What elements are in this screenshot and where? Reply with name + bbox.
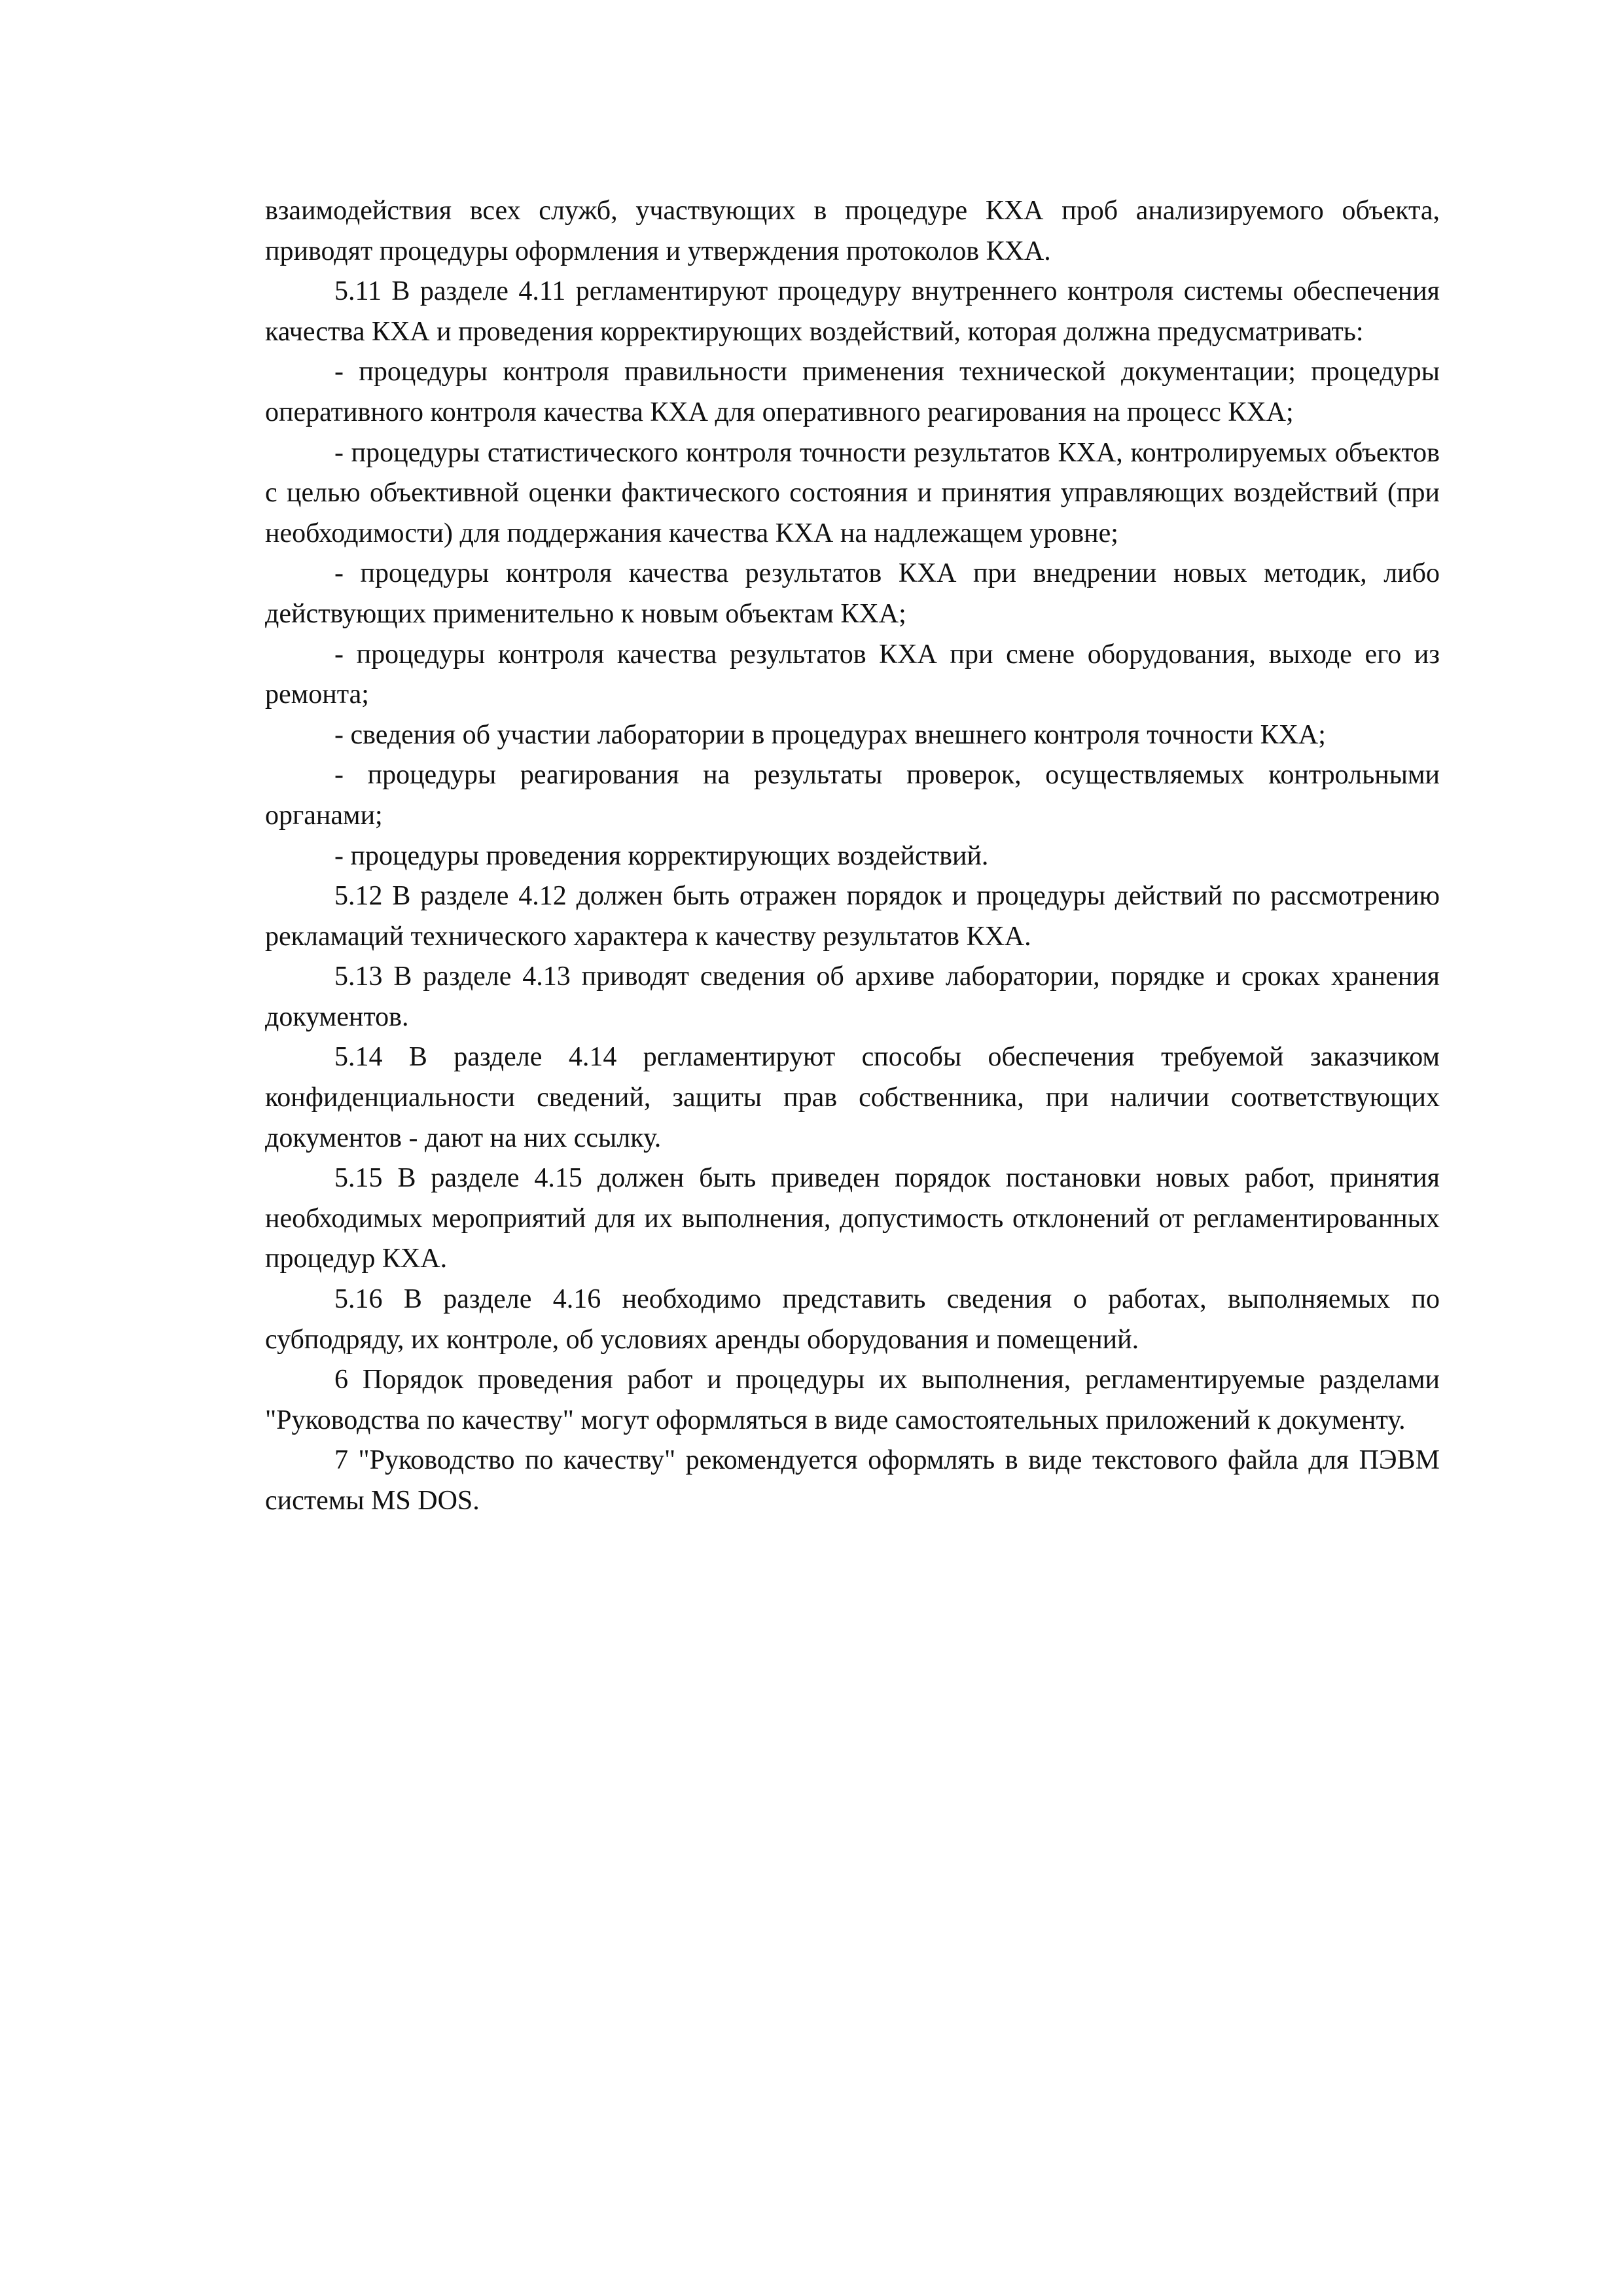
list-item-documentation-control: - процедуры контроля правильности применения технической документации; процедуры оперативного контроля качества КХА для оперативного реагирования на процесс КХА;: [265, 357, 1440, 427]
paragraph-5-16: 5.16 В разделе 4.16 необходимо представить сведения о работах, выполняемых по субподряду, их контроле, об условиях аренды оборудования и помещений.: [265, 1284, 1440, 1355]
paragraph-5-13: 5.13 В разделе 4.13 приводят сведения об архиве лаборатории, порядке и сроках хранения документов.: [265, 961, 1440, 1032]
list-item-new-methods-control: - процедуры контроля качества результатов КХА при внедрении новых методик, либо действующих применительно к новым объектам КХА;: [265, 558, 1440, 629]
document-body: [265, 191, 1440, 1522]
paragraph-6: 6 Порядок проведения работ и процедуры их выполнения, регламентируемые разделами "Руководства по качеству" могут оформляться в виде самостоятельных приложений к документу.: [265, 1365, 1440, 1435]
paragraph-5-12: 5.12 В разделе 4.12 должен быть отражен порядок и процедуры действий по рассмотрению рекламаций технического характера к качеству результатов КХА.: [265, 881, 1440, 952]
paragraph-5-15: 5.15 В разделе 4.15 должен быть приведен порядок постановки новых работ, принятия необходимых мероприятий для их выполнения, допустимость отклонений от регламентированных процедур КХА.: [265, 1163, 1440, 1274]
list-item-equipment-change-control: - процедуры контроля качества результатов КХА при смене оборудования, выходе его из ремонта;: [265, 639, 1440, 710]
paragraph-7: 7 "Руководство по качеству" рекомендуется оформлять в виде текстового файла для ПЭВМ системы MS DOS.: [265, 1445, 1440, 1516]
list-item-corrective-actions: - процедуры проведения корректирующих воздействий.: [334, 840, 989, 871]
list-item-external-control: - сведения об участии лаборатории в процедурах внешнего контроля точности КХА;: [334, 719, 1326, 750]
list-item-statistical-control: - процедуры статистического контроля точности результатов КХА, контролируемых объектов с целью объективной оценки фактического состояния и принятия управляющих воздействий (при необходимости) для поддержания качества КХА на надлежащем уровне;: [265, 437, 1440, 548]
paragraph-5-11: 5.11 В разделе 4.11 регламентируют процедуру внутреннего контроля системы обеспечения качества КХА и проведения корректирующих воздействий, которая должна предусматривать:: [265, 276, 1440, 347]
paragraph-continuation: взаимодействия всех служб, участвующих в процедуре КХА проб анализируемого объекта, приводят процедуры оформления и утверждения протоколов КХА.: [265, 196, 1440, 266]
paragraph-5-14: 5.14 В разделе 4.14 регламентируют способы обеспечения требуемой заказчиком конфиденциальности сведений, защиты прав собственника, при наличии соответствующих документов - дают на них ссылку.: [265, 1042, 1440, 1153]
list-item-inspection-response: - процедуры реагирования на результаты проверок, осуществляемых контрольными органами;: [265, 760, 1440, 831]
